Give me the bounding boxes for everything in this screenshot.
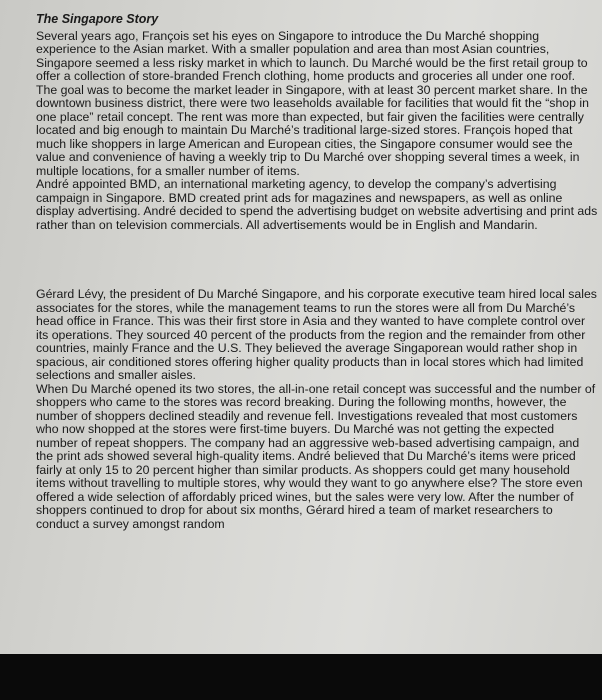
paragraph-gap <box>36 232 598 288</box>
paragraph-4: When Du Marché opened its two stores, the all-in-one retail concept was successful and the number of shoppers who came to the stores was record breaking. During the following months, however, the number of shoppers declined steadily and revenue fell. Investigations revealed that most customers who now shopped at the stores were first-time buyers. Du Marché was not getting the expected number of repeat shoppers. The company had an aggressive web-based advertising campaign, and the print ads showed several high-quality items. André believed that Du Marché’s items were priced fairly at only 15 to 20 percent higher than similar products. As shoppers could get many household items without travelling to multiple stores, why would they want to go anywhere else? The store even offered a wide selection of affordably priced wines, but the sales were very low. After the number of shoppers continued to drop for about six months, Gérard hired a team of market researchers to conduct a survey amongst random <box>36 381 596 531</box>
paragraph-1: Several years ago, François set his eyes on Singapore to introduce the Du Marché shopping experience to the Asian market. With a smaller population and area than most Asian countries, Singapore seemed a less risky market in which to launch. Du Marché would be the first retail group to offer a collection of store-branded French clothing, home products and groceries all under one roof. The goal was to become the market leader in Singapore, with at least 30 percent market share. In the downtown business district, there were two leaseholds available for facilities that would fit the “shop in one place” retail concept. The rent was more than expected, but fair given the facilities were centrally located and big enough to maintain Du Marché’s traditional large-sized stores. François hoped that much like shoppers in large American and European cities, the Singapore consumer would see the value and convenience of having a weekly trip to Du Marché over shopping several times a week, in multiple locations, for a smaller number of items. <box>36 28 589 178</box>
document-body <box>36 13 598 531</box>
paragraph-2: André appointed BMD, an international marketing agency, to develop the company’s advertising campaign in Singapore. BMD created print ads for magazines and newspapers, as well as online display advertising. André decided to spend the advertising budget on website advertising and print ads rather than on television commercials. All advertisements would be in English and Mandarin. <box>36 177 598 232</box>
paragraph-3: Gérard Lévy, the president of Du Marché Singapore, and his corporate executive team hired local sales associates for the stores, while the management teams to run the stores were all from Du Marché’s head office in France. This was their first store in Asia and they wanted to have complete control over its operations. They sourced 40 percent of the products from the region and the remainder from other countries, mainly France and the U.S. They believed the average Singaporean would rather shop in spacious, air conditioned stores offering higher quality products than in local stores which had limited selections and smaller aisles. <box>36 287 597 382</box>
document-title: The Singapore Story <box>36 12 159 26</box>
bottom-dark-edge <box>0 654 602 700</box>
